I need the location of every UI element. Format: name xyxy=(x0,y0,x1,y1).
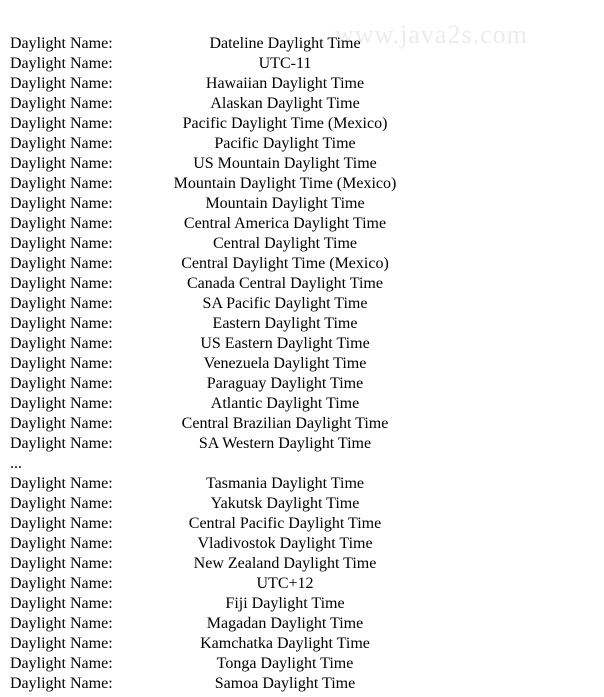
daylight-name-label: Daylight Name: xyxy=(10,395,113,412)
output-line xyxy=(10,194,600,214)
daylight-name-value: Mountain Daylight Time (Mexico) xyxy=(173,175,397,192)
output-line xyxy=(10,394,600,414)
output-line xyxy=(10,254,600,274)
daylight-name-label: Daylight Name: xyxy=(10,515,113,532)
daylight-name-value: US Mountain Daylight Time xyxy=(193,155,377,172)
daylight-name-label: Daylight Name: xyxy=(10,615,113,632)
daylight-name-value: UTC-11 xyxy=(258,55,312,72)
daylight-name-label: Daylight Name: xyxy=(10,355,113,372)
output-line xyxy=(10,494,600,514)
output-line-ellipsis xyxy=(10,454,600,474)
output-line xyxy=(10,654,600,674)
daylight-name-value: Alaskan Daylight Time xyxy=(210,95,360,112)
daylight-name-value: Venezuela Daylight Time xyxy=(203,355,367,372)
daylight-name-label: Daylight Name: xyxy=(10,295,113,312)
daylight-name-label: Daylight Name: xyxy=(10,375,113,392)
output-line xyxy=(10,114,600,134)
daylight-name-value: Eastern Daylight Time xyxy=(212,315,358,332)
daylight-name-label: Daylight Name: xyxy=(10,95,113,112)
daylight-name-value: Pacific Daylight Time (Mexico) xyxy=(182,115,388,132)
daylight-name-value: UTC+12 xyxy=(256,575,314,592)
daylight-name-value: Canada Central Daylight Time xyxy=(187,275,383,292)
daylight-name-label: Daylight Name: xyxy=(10,235,113,252)
daylight-name-label: Daylight Name: xyxy=(10,635,113,652)
output-line xyxy=(10,514,600,534)
daylight-name-value: Hawaiian Daylight Time xyxy=(205,75,365,92)
output-line xyxy=(10,34,600,54)
daylight-name-label: Daylight Name: xyxy=(10,135,113,152)
output-line xyxy=(10,334,600,354)
output-line xyxy=(10,594,600,614)
daylight-name-value: Vladivostok Daylight Time xyxy=(197,535,373,552)
output-line xyxy=(10,434,600,454)
daylight-name-value: Paraguay Daylight Time xyxy=(206,375,364,392)
daylight-name-label: Daylight Name: xyxy=(10,575,113,592)
daylight-name-label: Daylight Name: xyxy=(10,215,113,232)
daylight-name-label: Daylight Name: xyxy=(10,475,113,492)
daylight-name-value: SA Western Daylight Time xyxy=(198,435,372,452)
output-line xyxy=(10,94,600,114)
output-line xyxy=(10,414,600,434)
output-line xyxy=(10,374,600,394)
output-line xyxy=(10,534,600,554)
output-line xyxy=(10,474,600,494)
daylight-name-value: Central Pacific Daylight Time xyxy=(188,515,382,532)
daylight-name-value: Tonga Daylight Time xyxy=(216,655,354,672)
output-line xyxy=(10,274,600,294)
output-line xyxy=(10,574,600,594)
daylight-name-label: Daylight Name: xyxy=(10,555,113,572)
output-line xyxy=(10,134,600,154)
output-line xyxy=(10,674,600,694)
output-line xyxy=(10,554,600,574)
output-line xyxy=(10,294,600,314)
output-line xyxy=(10,614,600,634)
daylight-name-value: Fiji Daylight Time xyxy=(225,595,345,612)
daylight-name-value: Atlantic Daylight Time xyxy=(210,395,360,412)
daylight-name-label: Daylight Name: xyxy=(10,155,113,172)
daylight-name-value: Pacific Daylight Time xyxy=(214,135,356,152)
watermark-text: www.java2s.com xyxy=(335,20,528,49)
output-line xyxy=(10,74,600,94)
daylight-name-value: Central Daylight Time (Mexico) xyxy=(181,255,389,272)
daylight-name-label: Daylight Name: xyxy=(10,195,113,212)
daylight-name-label: Daylight Name: xyxy=(10,335,113,352)
daylight-name-value: Kamchatka Daylight Time xyxy=(200,635,370,652)
ellipsis-text: ... xyxy=(10,455,22,472)
output-line xyxy=(10,354,600,374)
daylight-name-label: Daylight Name: xyxy=(10,35,113,52)
output-line xyxy=(10,314,600,334)
output-line xyxy=(10,634,600,654)
daylight-name-value: US Eastern Daylight Time xyxy=(200,335,370,352)
daylight-name-label: Daylight Name: xyxy=(10,655,113,672)
daylight-name-value: New Zealand Daylight Time xyxy=(193,555,377,572)
daylight-name-label: Daylight Name: xyxy=(10,535,113,552)
daylight-name-value: Central Daylight Time xyxy=(213,235,357,252)
daylight-name-value: Central America Daylight Time xyxy=(183,215,387,232)
output-line xyxy=(10,174,600,194)
daylight-name-value: Central Brazilian Daylight Time xyxy=(181,415,389,432)
daylight-name-label: Daylight Name: xyxy=(10,435,113,452)
daylight-name-value: Magadan Daylight Time xyxy=(206,615,364,632)
daylight-name-label: Daylight Name: xyxy=(10,315,113,332)
output-line xyxy=(10,214,600,234)
output-line xyxy=(10,54,600,74)
daylight-name-value: Mountain Daylight Time xyxy=(205,195,365,212)
daylight-name-label: Daylight Name: xyxy=(10,115,113,132)
console-output xyxy=(10,34,600,694)
daylight-name-value: SA Pacific Daylight Time xyxy=(202,295,368,312)
daylight-name-value: Dateline Daylight Time xyxy=(209,35,361,52)
output-line xyxy=(10,234,600,254)
daylight-name-label: Daylight Name: xyxy=(10,275,113,292)
daylight-name-label: Daylight Name: xyxy=(10,75,113,92)
daylight-name-label: Daylight Name: xyxy=(10,175,113,192)
daylight-name-value: Yakutsk Daylight Time xyxy=(210,495,360,512)
daylight-name-value: Samoa Daylight Time xyxy=(214,675,356,692)
daylight-name-label: Daylight Name: xyxy=(10,255,113,272)
daylight-name-label: Daylight Name: xyxy=(10,495,113,512)
daylight-name-value: Tasmania Daylight Time xyxy=(206,475,364,492)
output-line xyxy=(10,154,600,174)
daylight-name-label: Daylight Name: xyxy=(10,415,113,432)
daylight-name-label: Daylight Name: xyxy=(10,55,113,72)
daylight-name-label: Daylight Name: xyxy=(10,675,113,692)
daylight-name-label: Daylight Name: xyxy=(10,595,113,612)
